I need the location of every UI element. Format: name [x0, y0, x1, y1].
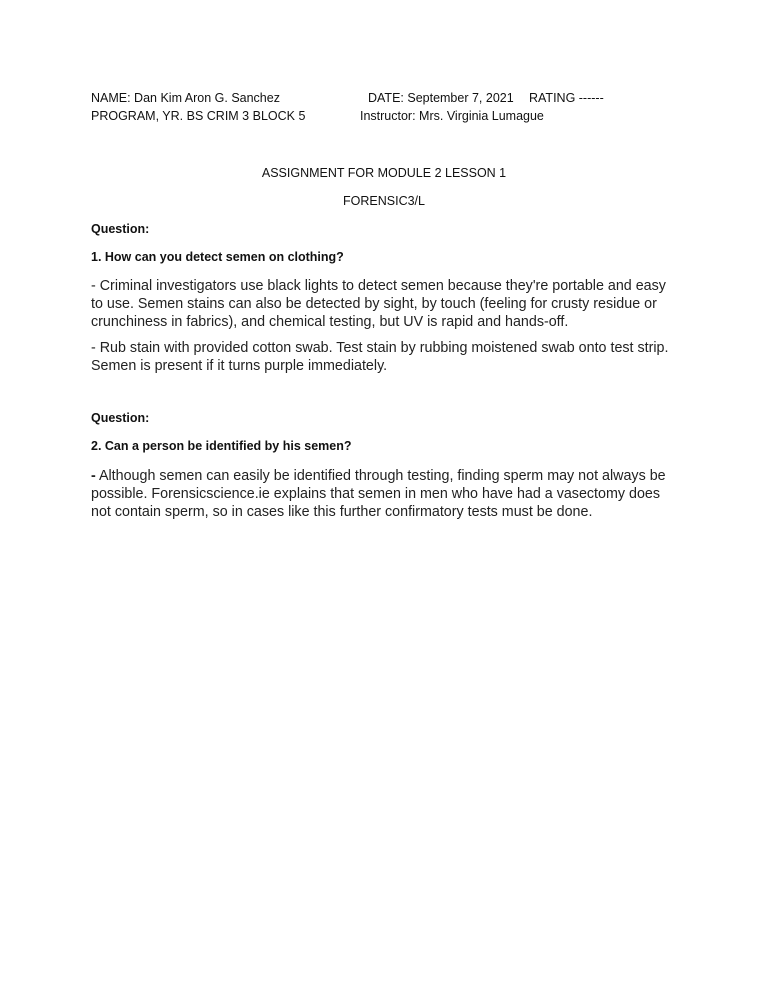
question-2-label: Question:: [91, 411, 150, 425]
program-year: PROGRAM, YR. BS CRIM 3 BLOCK 5: [91, 109, 306, 123]
rating: RATING ------: [529, 91, 604, 105]
submission-date: DATE: September 7, 2021: [368, 91, 514, 105]
question-2-answer: [91, 467, 671, 521]
answer-dash: -: [91, 468, 96, 484]
question-1-text: 1. How can you detect semen on clothing?: [91, 250, 344, 264]
instructor: Instructor: Mrs. Virginia Lumague: [360, 109, 544, 123]
question-2-answer-text: Although semen can easily be identified through testing, finding sperm may not always be possible. Forensicscience.ie explains that semen in men who have had a vasectomy does not contain sperm, so in cases like this further confirmatory tests must be done.: [91, 468, 666, 520]
question-1-answer-2: - Rub stain with provided cotton swab. Test stain by rubbing moistened swab onto test strip. Semen is present if it turns purple immediately.: [91, 340, 669, 374]
course-code: FORENSIC3/L: [343, 194, 425, 208]
question-2-text: 2. Can a person be identified by his semen?: [91, 439, 352, 453]
question-1-label: Question:: [91, 222, 150, 236]
assignment-title: ASSIGNMENT FOR MODULE 2 LESSON 1: [261, 166, 507, 180]
student-name: NAME: Dan Kim Aron G. Sanchez: [91, 91, 280, 105]
question-1-answer-1: - Criminal investigators use black lights to detect semen because they're portable and easy to use. Semen stains can also be detected by sight, by touch (feeling for crusty residue or crunchiness in fabrics), and chemical testing, but UV is rapid and hands-off.: [91, 278, 666, 330]
